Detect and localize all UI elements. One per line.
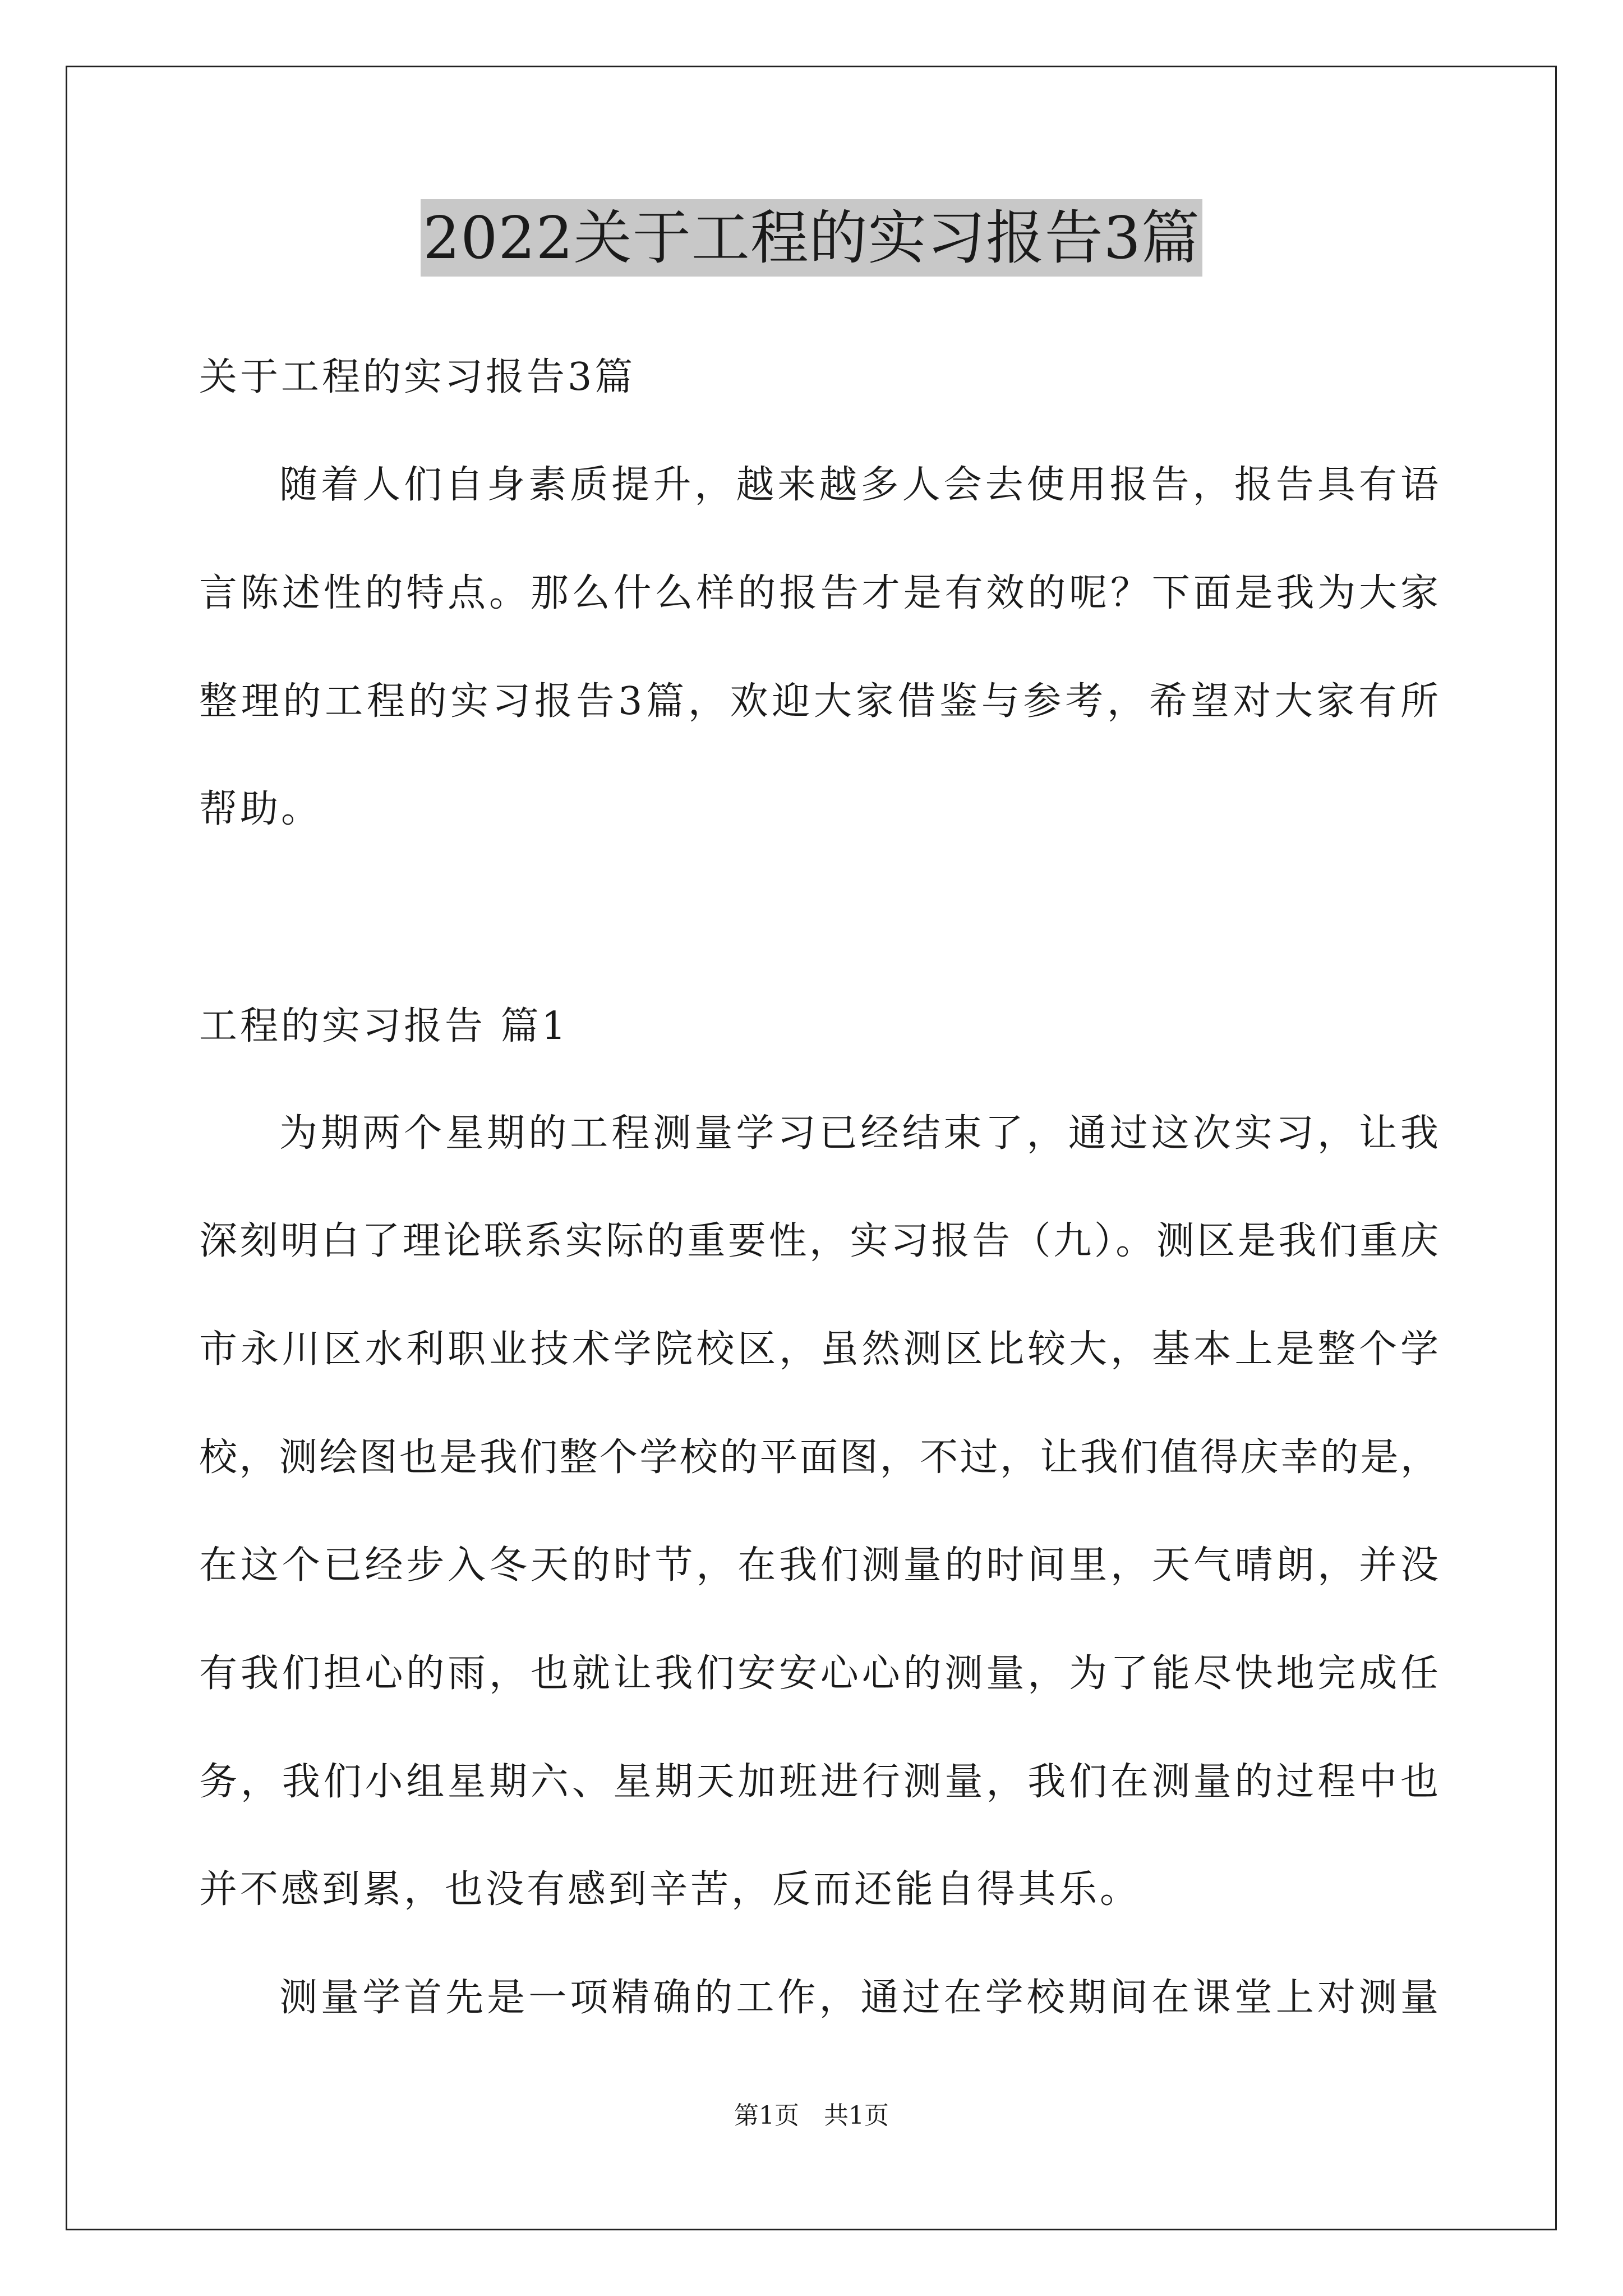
paragraph-line: 有我们担心的雨，也就让我们安安心心的测量，为了能尽快地完成任 [199, 1651, 1438, 1696]
paragraph-line: 为期两个星期的工程测量学习已经结束了，通过这次实习，让我 [279, 1111, 1438, 1156]
intro-line: 言陈述性的特点。那么什么样的报告才是有效的呢？下面是我为大家 [199, 571, 1438, 615]
intro-line: 帮助。 [199, 787, 322, 831]
paragraph-line: 深刻明白了理论联系实际的重要性，实习报告（九）。测区是我们重庆 [199, 1219, 1438, 1263]
paragraph-line: 市永川区水利职业技术学院校区，虽然测区比较大，基本上是整个学 [199, 1327, 1438, 1372]
section-heading: 工程的实习报告 篇1 [199, 1004, 569, 1048]
document-title-wrapper [0, 199, 1623, 277]
document-subtitle: 关于工程的实习报告3篇 [199, 355, 636, 399]
paragraph-line: 并不感到累，也没有感到辛苦，反而还能自得其乐。 [199, 1867, 1141, 1912]
paragraph-line: 在这个已经步入冬天的时节，在我们测量的时间里，天气晴朗，并没 [199, 1543, 1438, 1588]
intro-line: 整理的工程的实习报告3篇，欢迎大家借鉴与参考，希望对大家有所 [199, 679, 1438, 724]
paragraph-line: 校，测绘图也是我们整个学校的平面图，不过，让我们值得庆幸的是， [199, 1435, 1438, 1480]
intro-line: 随着人们自身素质提升，越来越多人会去使用报告，报告具有语 [279, 463, 1438, 507]
paragraph-line: 务，我们小组星期六、星期天加班进行测量，我们在测量的过程中也 [199, 1760, 1438, 1804]
paragraph-line: 测量学首先是一项精确的工作，通过在学校期间在课堂上对测量 [279, 1976, 1438, 2020]
page-number: 第1页 共1页 [734, 2101, 889, 2130]
document-title: 2022关于工程的实习报告3篇 [421, 199, 1202, 277]
